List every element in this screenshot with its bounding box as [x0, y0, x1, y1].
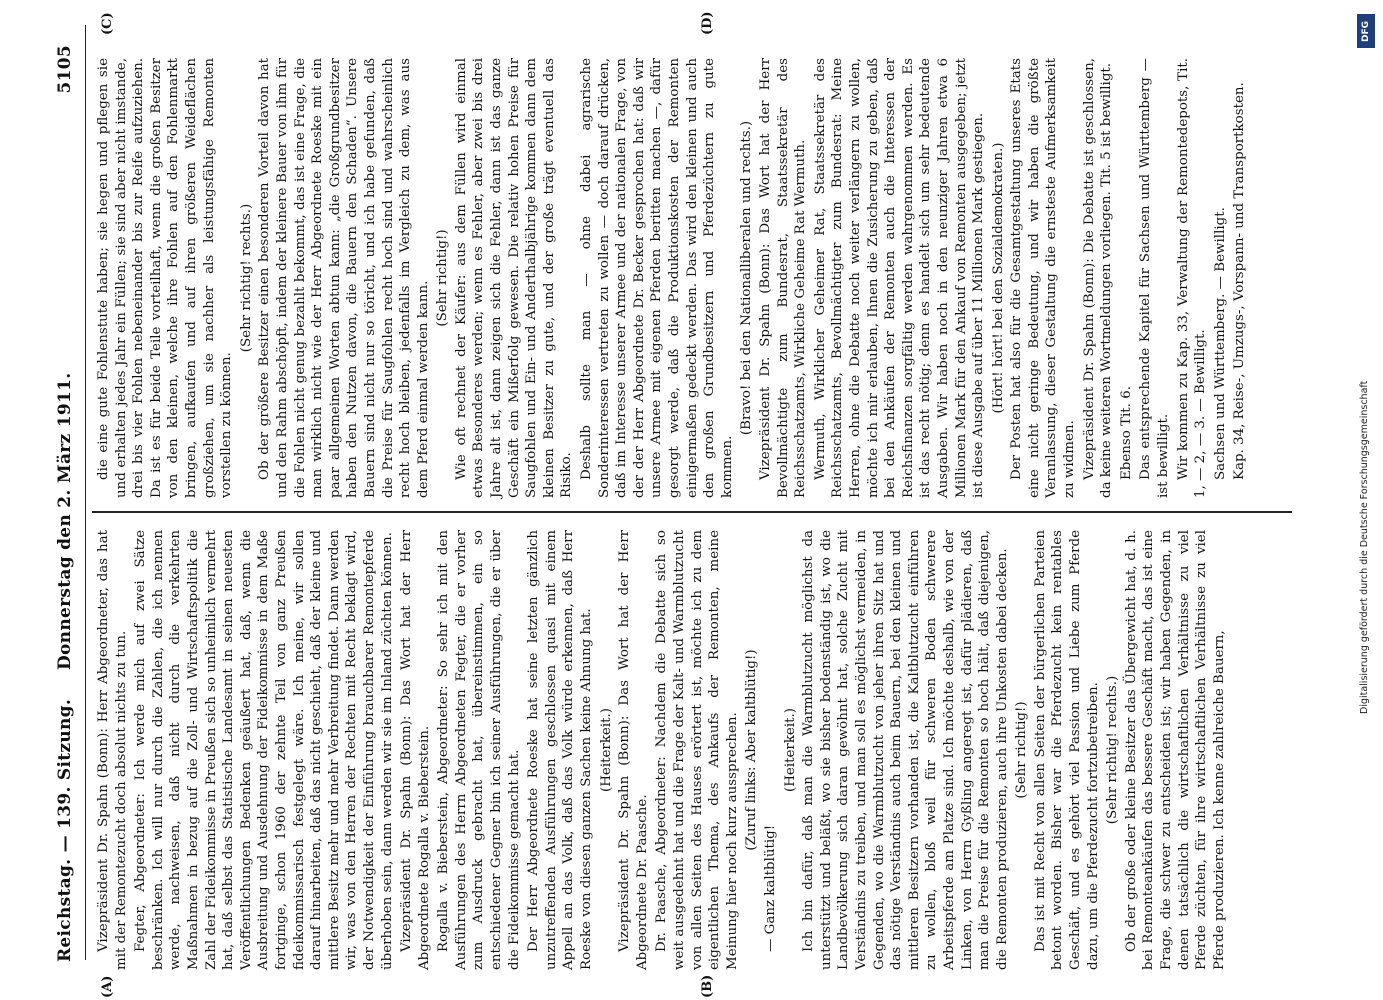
interjection: (Heiterkeit.) — [782, 708, 798, 792]
paragraph: Der Herr Abgeordnete Roeske hat seine letzten gänzlich unzutreffenden Ausführungen geschlossen quasi mit einem Appell an das Volk, daß das Volk würde erkennen, daß Herr Roeske von diesen ganzen Sachen keine Ahnung hat. — [526, 530, 595, 970]
paragraph: Ebenso Tit. 6. — [1118, 386, 1134, 480]
interjection: (Bravo! bei den Nationalliberalen und rechts.) — [739, 120, 755, 436]
margin-marker-d: (D) — [700, 11, 715, 35]
credit-text: Digitalisierung gefördert durch die Deutsche Forschungsgemeinschaft — [1359, 380, 1370, 714]
interjection: (Heiterkeit.) — [598, 708, 614, 792]
margin-marker-a: (A) — [100, 975, 115, 998]
paragraph: Wie oft rechnet der Käufer: aus dem Füllen wird einmal etwas Besonderes werden; wenn es Fehler, aber zwei bis drei Jahre alt ist, dann zeigen sich die Fehler, dann ist das ganze Geschäft ein Mißerfolg gewesen. Die relativ hohen Preise für Saugfohlen und Ein- und Anderthalbjährige kommen dann dem kleinen Besitzer zu gute, und der große trägt eventuell das Risiko. — [453, 58, 575, 498]
paragraph: Der Posten hat also für die Gesamtgestaltung unseres Etats eine nicht geringe Bedeutung, und wir haben die größte Veranlassung, dieser Gestaltung die ernsteste Aufmerksamkeit zu widmen. — [1009, 58, 1078, 498]
paragraph: Das entsprechende Kapitel für Sachsen und Württemberg — ist bewilligt. — [1138, 58, 1172, 498]
margin-marker-c: (C) — [100, 12, 115, 35]
interjection: (Sehr richtig!) — [435, 229, 451, 327]
paragraph: Das ist mit Recht von allen Seiten der bürgerlichen Parteien betont worden. Bisher war die Pferdezucht kein rentables Geschäft, und es gehört viel Passion und Liebe zum Pferde dazu, um die Pferdezucht fortzubetreiben. — [1032, 530, 1101, 970]
header-date: Donnerstag den 2. März 1911. — [55, 372, 75, 670]
margin-marker-b: (B) — [700, 974, 715, 998]
paragraph: die eine gute Fohlenstute haben; sie hegen und pflegen sie und erhalten jedes Jahr ein Füllen; sie sind aber nicht imstande, drei bis vier Fohlen nebeneinander bis zur Reife aufzuziehen. Da ist es für beide Teile vorteilhaft, wenn die großen Besitzer von den kleinen, welche ihre Fohlen auf den Fohlenmarkt bringen, aufkaufen und auf ihren größeren Weideflächen großziehen, um sie nachher als leistungsfähige Remonten vorstellen zu können. — [96, 58, 235, 498]
header-session: Reichstag. — 139. Sitzung. — [55, 698, 75, 962]
paragraph: Vizepräsident Dr. Spahn (Bonn): Das Wort hat der Herr Bevollmächtigte zum Bundesrat, Staatssekretär des Reichsschatzamts, Wirkliche Geheime Rat Wermuth. — [757, 58, 809, 498]
paragraph: Wir kommen zu Kap. 33, Verwaltung der Remontedepots, Tit. 1, — 2, — 3. — Bewilligt. — [1175, 58, 1209, 498]
paragraph: Ob der große oder kleine Besitzer das Übergewicht hat, d. h. bei Remonteankäufen das bessere Geschäft macht, das ist eine Frage, die schwer zu entscheiden ist; wir haben Gegenden, in denen tatsächlich die wirtschaftlichen Verhältnisse zu viel Pferde züchten, für ihre wirtschaftlichen Verhältnisse zu viel Pferde produzieren. Ich kenne zahlreiche Bauern, — [1123, 530, 1227, 970]
paragraph: Vizepräsident Dr. Spahn (Bonn): Herr Abgeordneter, das hat mit der Remontezucht doch absolut nichts zu tun. — [96, 530, 129, 970]
paragraph: — Ganz kaltblütig! — [762, 824, 778, 952]
interjection: (Sehr richtig! rechts.) — [1105, 675, 1121, 825]
paragraph: Ich bin dafür, daß man die Warmblutzucht möglichst da unterstützt und beläßt, wo sie bisher bodenständig ist, wo die Landbevölkerung sich daran gewöhnt hat, solche Zucht mit Verständnis zu treiben, und man soll es möglichst vermeiden, in Gegenden, wo die Warmblutzucht von jeher ihren Sitz hat und das nötige Verständnis auch beim Bauern, bei den kleinen und mittleren Besitzern vorhanden ist, die Kaltblutzucht einführen zu wollen, bloß weil für schweren Boden schwerere Arbeitspferde am Platze sind. Ich möchte deshalb, wie von der Linken, von Herrn Gyßling angeregt ist, dafür plädieren, daß man die Preise für die Remonten so hoch hält, daß diejenigen, die Remonten produzieren, auch ihre Unkosten dabei decken. — [801, 530, 1010, 970]
paragraph: Wermuth, Wirklicher Geheimer Rat, Staatssekretär des Reichsschatzamts, Bevollmächtigter zum Bundesrat: Meine Herren, ohne die Debatte noch weiter verlängern zu wollen, möchte ich mir erlauben, Ihnen die Zusicherung zu geben, daß bei den Ankäufen der Remonten auch die Interessen der Reichsfinanzen sorgfältig werden wahrgenommen werden. Es ist das recht nötig; denn es handelt sich um sehr bedeutende Ausgaben. Wir haben noch in den neunziger Jahren etwa 6 Millionen Mark für den Ankauf von Remonten ausgegeben; jetzt ist diese Ausgabe auf über 11 Millionen Mark gestiegen. — [812, 58, 987, 498]
digitization-credit — [1357, 14, 1375, 986]
paragraph: Kap. 34, Reise-, Umzugs-, Vorspann- und Transportkosten. — [1232, 82, 1248, 480]
paragraph: Vizepräsident Dr. Spahn (Bonn): Das Wort hat der Herr Abgeordnete Dr. Paasche. — [617, 530, 650, 970]
paragraph: Fegter, Abgeordneter: Ich werde mich auf zwei Sätze beschränken. Ich will nur durch die Zahlen, die ich nennen werde, nachweisen, daß nicht durch die verkehrten Maßnahmen in bezug auf die Zoll- und Wirtschaftspolitik die Zahl der Fideikommisse in Preußen sich so unheimlich vermehrt hat, daß selbst das Statistische Landesamt in seinen neuesten Veröffentlichungen Bedenken geäußert hat, daß, wenn die Ausbreitung und Ausdehnung der Fideikommisse in dem Maße fortginge, schon 1960 der zehnte Teil von ganz Preußen fideikommissarisch festgelegt wäre. Ich meine, wir sollen darauf hinarbeiten, daß das nicht geschieht, daß der kleine und mittlere Besitz mehr und mehr Verbreitung findet. Dann werden wir, was von den Herren der Rechten mit Recht beklagt wird, der Notwendigkeit der Einführung brauchbarer Remontepferde überhoben sein, dann werden wir sie im Inland züchten können. — [133, 530, 395, 970]
right-column — [95, 58, 1290, 498]
interjection: (Sehr richtig!) — [1014, 701, 1030, 799]
header-rule — [85, 25, 86, 960]
paragraph: Vizepräsident Dr. Spahn (Bonn): Das Wort hat der Herr Abgeordnete Rogalla v. Bieberstein. — [399, 530, 432, 970]
paragraph: Ob der größere Besitzer einen besonderen Vorteil davon hat und den Rahm abschöpft, indem der kleinere Bauer von ihm für die Fohlen nicht genug bezahlt bekommt, das ist eine Frage, die man wirklich nicht wie der Herr Abgeordnete Roeske mit ein paar allgemeinen Worten abtun kann: „die Großgrundbesitzer haben den Nutzen davon, die Bauern den Schaden“. Unsere Bauern sind nicht nur so töricht, und ich habe gefunden, daß die Preise für Saugfohlen recht hoch sind und wahrscheinlich recht hoch bleiben, jedenfalls im Vergleich zu dem, was aus dem Pferd einmal werden kann. — [257, 58, 431, 498]
paragraph: Sachsen und Württemberg. — Bewilligt. — [1212, 207, 1228, 480]
page-number: 5105 — [55, 45, 75, 94]
column-divider — [92, 511, 1292, 513]
interjection: (Zuruf links: Aber kaltblütig!) — [744, 649, 760, 851]
paragraph: Rogalla v. Bieberstein, Abgeordneter: So sehr ich mit den Ausführungen des Herrn Abgeordneten Fegter, die er vorher zum Ausdruck gebracht hat, übereinstimmen, ein so entschiedener Gegner bin ich seiner Ausführungen, die er über die Fideikommisse gemacht hat. — [436, 530, 522, 970]
paragraph: Vizepräsident Dr. Spahn (Bonn): Die Debatte ist geschlossen, da keine weiteren Wortmeldungen vorliegen. Tit. 5 ist bewilligt. — [1081, 58, 1115, 498]
dfg-logo: DFG — [1357, 14, 1375, 48]
paragraph: Dr. Paasche, Abgeordneter: Nachdem die Debatte sich so weit ausgedehnt hat und die Frage der Kalt- und Warmblutzucht von allen Seiten des Hauses erörtert ist, möchte ich zu dem eigentlichen Thema, des Ankaufs der Remonten, meine Meinung hier noch kurz aussprechen. — [654, 530, 740, 970]
paragraph: Deshalb sollte man — ohne dabei agrarische Sonderinteressen vertreten zu wollen — doch darauf drücken, daß im Interesse unserer Armee und der nationalen Frage, von der der Herr Abgeordnete Dr. Becker gesprochen hat: daß wir unsere Armee mit eigenen Pferden beritten machen —, dafür gesorgt werde, daß die Produktionskosten der Remonten einigermaßen gedeckt werden. Das wird den kleinen und auch den großen Grundbesitzern und Pferdezüchtern zu gute kommen. — [579, 58, 735, 498]
interjection: (Hört! hört! bei den Sozialdemokraten.) — [990, 142, 1006, 414]
left-column — [95, 530, 1290, 970]
interjection: (Sehr richtig! rechts.) — [238, 203, 254, 353]
